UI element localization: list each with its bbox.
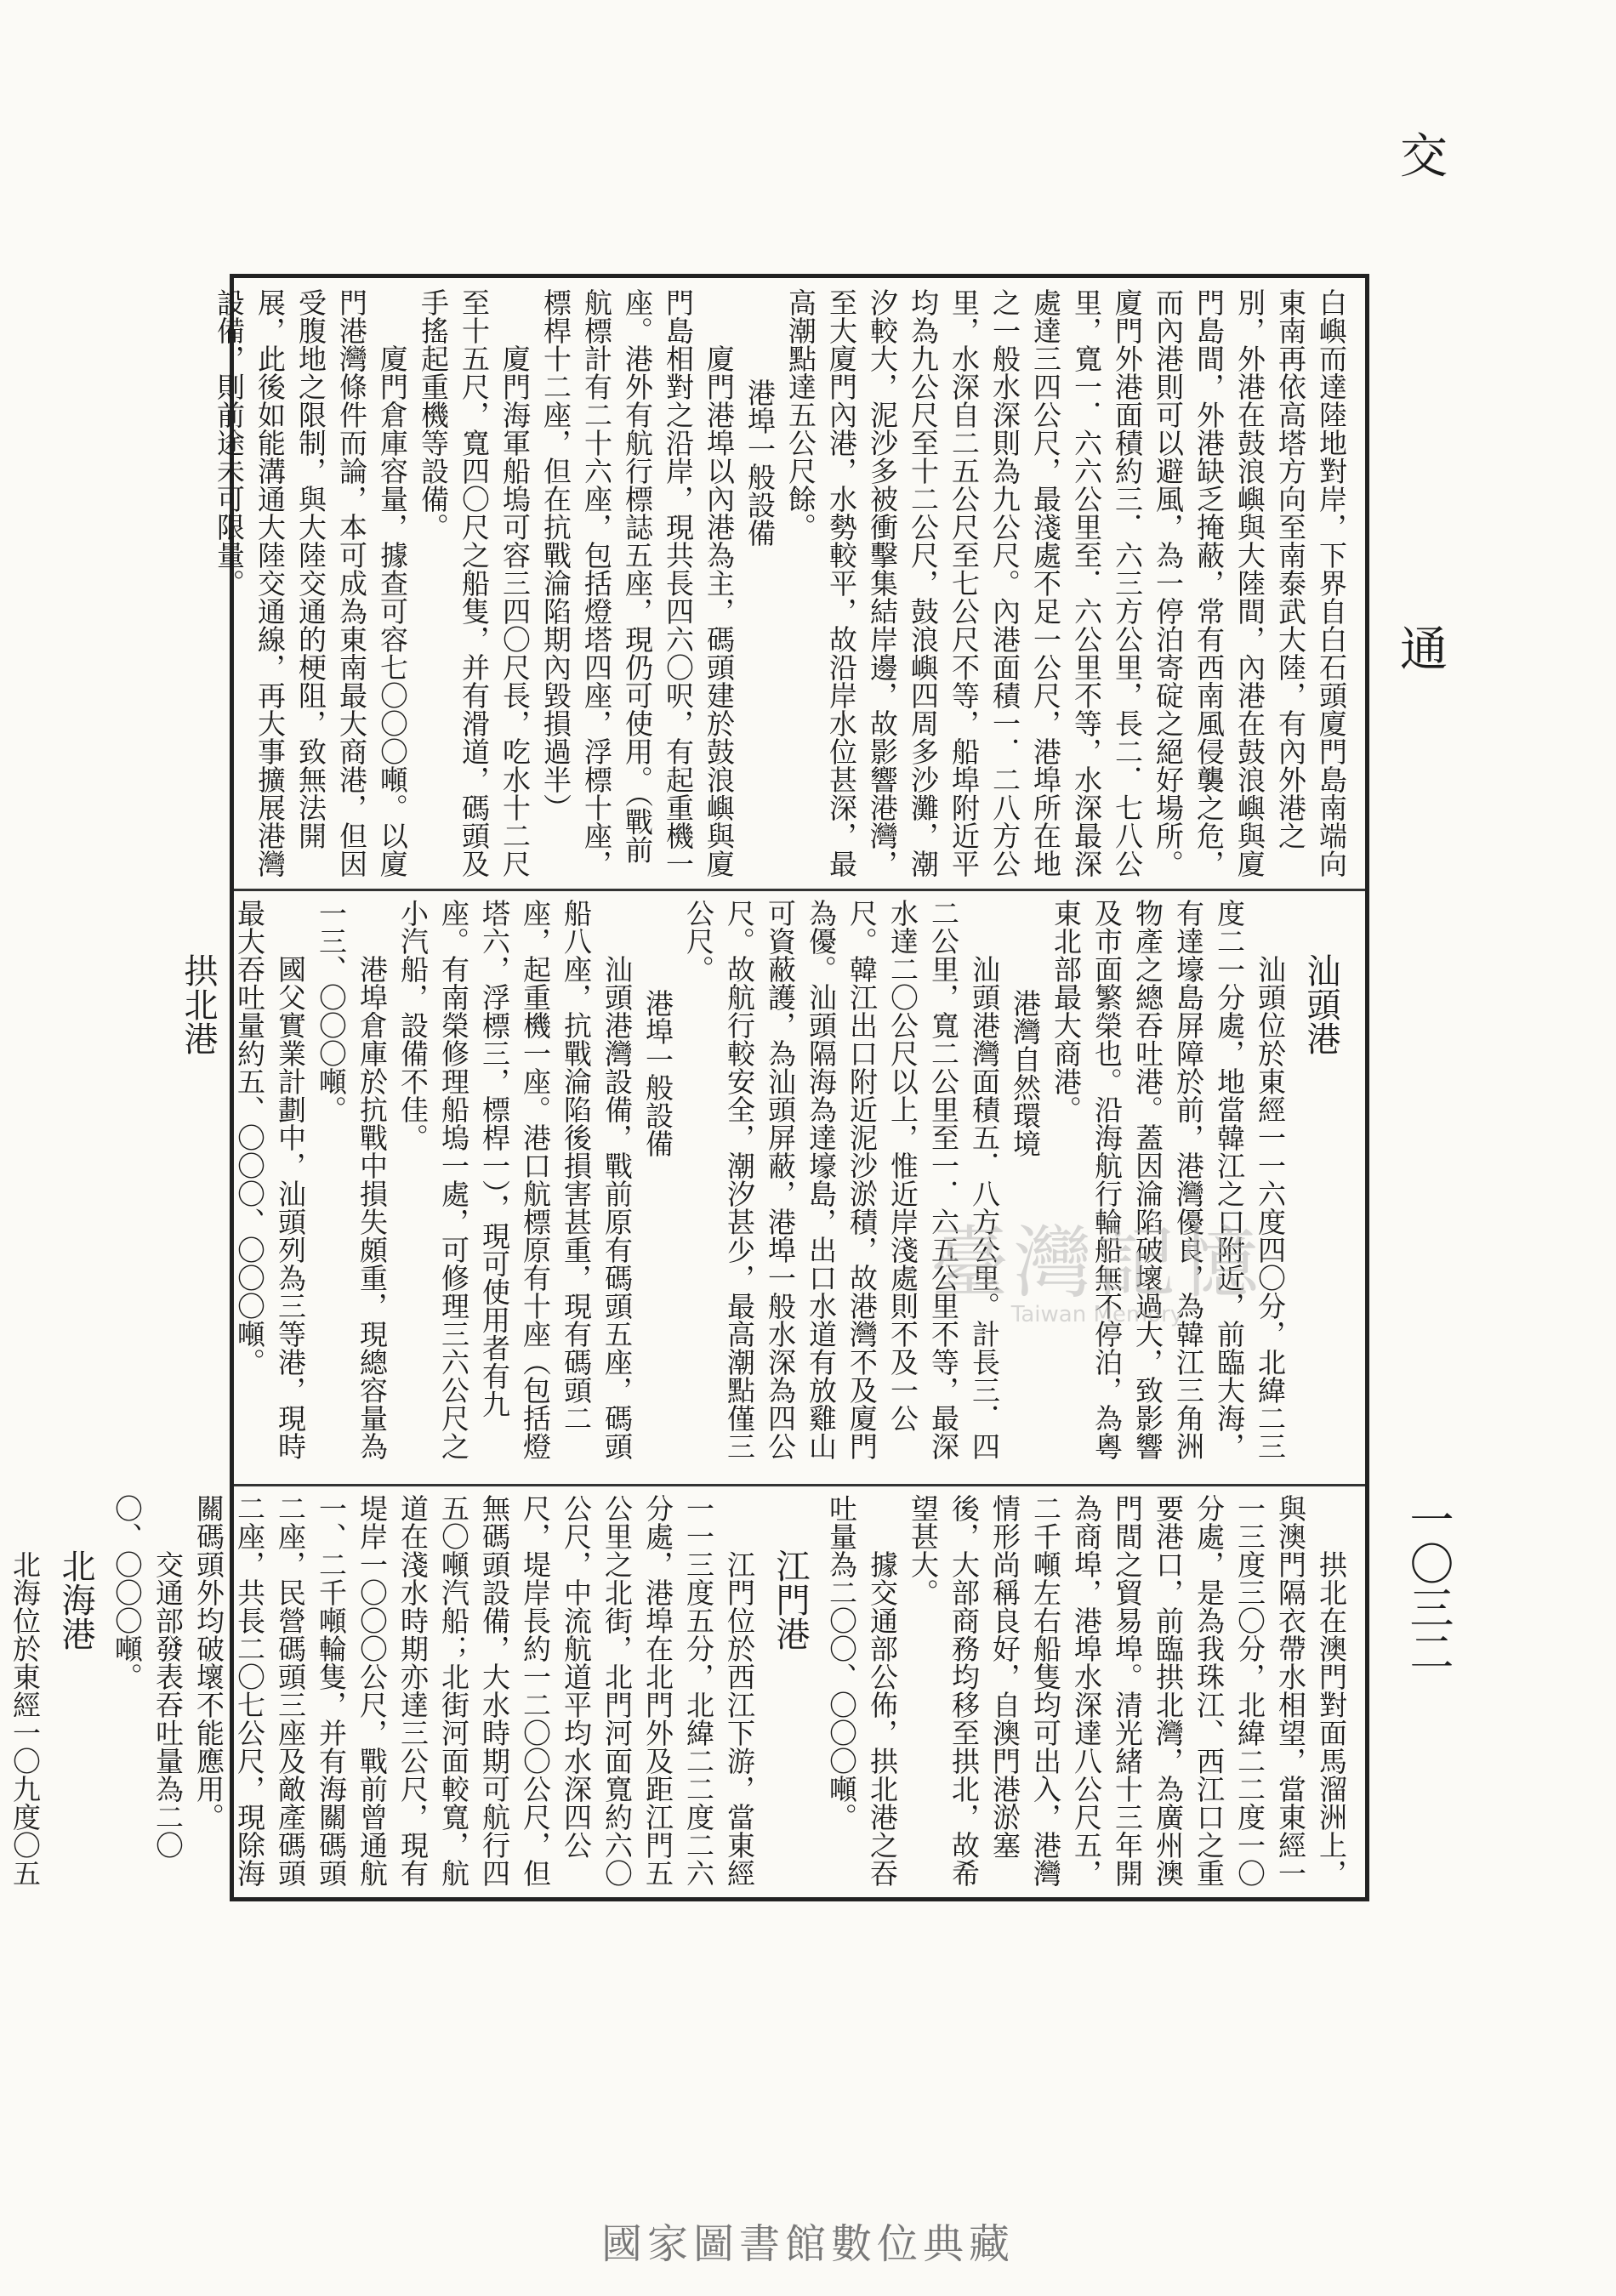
xiamen-environment-text: 白嶼而達陸地對岸，下界自白石頭廈門島南端向東南再依高塔方向至南泰武大陸，有內外港之別，外港在鼓浪嶼與大陸間，內港在鼓浪嶼與廈門島間，外港缺乏掩蔽，常有西南風侵襲之危，而內港則可以避風，為一停泊寄碇之絕好場所。廈門外港面積約三．六三方公里，長二．七八公里，寬一．六六公里至．六公里不等，水深最深處達三四公尺，最淺處不足一公尺，港埠所在地之一般水深則為九公尺。內港面積一．二八方公里，水深自二五公尺至七公尺不等，船埠附近平均為九公尺至十二公尺，鼓浪嶼四周多沙灘，潮汐較大，泥沙多被衝擊集結岸邊，故影響港灣，至大廈門內港，水勢較平，故沿岸水位甚深，最高潮點達五公尺餘。 [784, 288, 1348, 878]
text-frame [9, 274, 1369, 1901]
subheading-xiamen-facilities: 港埠一般設備 [743, 378, 777, 547]
band-2-columns [179, 899, 1351, 1474]
shantou-throughput-text: 國父實業計劃中，汕頭列為三等港，現時最大吞吐量約五、〇〇〇、〇〇〇噸。 [233, 899, 307, 1460]
beihai-text: 北海位於東經一〇九度〇五 [9, 1550, 42, 1887]
band-3-columns [9, 1494, 1351, 1887]
section-heading-gongbei [178, 899, 219, 1474]
running-title-tong: 通 [1400, 622, 1448, 678]
watermark-english: Taiwan Memory [1010, 1302, 1184, 1327]
section-heading-jiangmen [770, 1494, 811, 1887]
gongbei-throughput-text: 據交通部公佈，拱北港之吞吐量為二〇〇、〇〇〇噸。 [825, 1494, 899, 1887]
xiamen-warehouse-text: 廈門倉庫容量，據查可容七〇〇〇噸。以廈門港灣條件而論，本可成為東南最大商港，但因受腹地之限制，與大陸交通的梗阻，致無法開展，此後如能溝通大陸交通線，再大事擴展港灣設備，則前途未可限量。 [213, 288, 409, 878]
jiangmen-text: 江門位於西江下游，當東經一一三度五分，北緯二二度二六分處，港埠在北門外及距江門五公里之北街，北門河面寬約六〇公尺，中流航道平均水深四公尺，堤岸長約一二〇〇公尺，但無碼頭設備，大水時期可航行四五〇噸汽船；北街河面較寬，航道在淺水時期亦達三公尺，現有堤岸一〇〇〇公尺，戰前曾通航一、二千噸輪隻，并有海關碼頭二座，民營碼頭三座及敵產碼頭二座，共長二〇七公尺，現除海關碼頭外均破壞不能應用。 [192, 1494, 756, 1887]
shantou-harbor-text: 汕頭港灣面積五．八方公里。計長三．四二公里，寬二公里至一．六五公里不等，最深水達二〇公尺以上，惟近岸淺處則不及一公尺。韓江出口附近泥沙淤積，故港灣不及廈門為優。汕頭隔海為達壕島，出口水道有放雞山可資蔽護，為汕頭屏蔽，港埠一般水深為四公尺。故航行較安全，潮汐甚少，最高潮點僅三公尺。 [682, 899, 1001, 1460]
watermark-chinese: 臺灣記憶 [930, 1218, 1264, 1309]
shantou-warehouse-text: 港埠倉庫於抗戰中損失頗重，現總容量為一三、〇〇〇噸。 [315, 899, 389, 1460]
library-digital-collection-mark: 國家圖書館數位典藏 [600, 2220, 1015, 2268]
heading-jiangmen-label: 江門港 [771, 1549, 810, 1651]
gongbei-text: 拱北在澳門對面馬溜洲上，與澳門隔衣帶水相望，當東經一一三度三〇分，北緯二二度一〇分處，是為我珠江、西江口之重要港口，前臨拱北灣，為廣州澳門間之貿易埠。清光緒十三年開為商埠，港埠水深達八公尺五，二千噸左右船隻均可出入，港灣情形尚稱良好，自澳門港淤塞後，大部商務均移至拱北，故希望甚大。 [907, 1494, 1348, 1887]
band-gongbei-jiangmen-beihai [9, 1484, 1365, 1897]
shantou-location-text: 汕頭位於東經一一六度四〇分，北緯二三度二一分處，地當韓江之口附近，前臨大海，有達壕島屏障於前，港灣優良，為韓江三角洲物產之總吞吐港。蓋因淪陷破壞過大，致影響及市面繁榮也。沿海航行輪船無不停泊，為粵東北部最大商港。 [1050, 899, 1287, 1460]
section-heading-shantou [1300, 899, 1341, 1474]
subheading-shantou-facilities: 港埠一般設備 [641, 988, 674, 1157]
running-title-jiao: 交 [1400, 129, 1448, 185]
section-heading-beihai [55, 1494, 96, 1887]
jiangmen-throughput-text: 交通部發表吞吐量為二〇〇、〇〇〇噸。 [111, 1494, 185, 1859]
band-1-columns [213, 288, 1351, 878]
band-xiamen [213, 278, 1365, 891]
heading-gongbei-label: 拱北港 [179, 953, 218, 1055]
shantou-facilities-text: 汕頭港灣設備，戰前原有碼頭五座，碼頭船八座，抗戰淪陷後損害甚重，現有碼頭二座，起重機一座。港口航標原有十座（包括燈塔六，浮標三，標桿一），現可使用者有九座。有南榮修理船塢一處，可修理三六公尺之小汽船，設備不佳。 [396, 899, 634, 1460]
subheading-shantou-environment: 港灣自然環境 [1009, 988, 1042, 1157]
heading-shantou-label: 汕頭港 [1301, 953, 1340, 1055]
page-number: 一〇三二 [1402, 1497, 1453, 1674]
xiamen-wharf-text: 廈門港埠以內港為主，碼頭建於鼓浪嶼與廈門島相對之沿岸，現共長四六〇呎，有起重機一座。港外有航行標誌五座，現仍可使用。（戰前航標計有二十六座，包括燈塔四座，浮標十座，標桿十二座，但在抗戰淪陷期內毀損過半） [539, 288, 736, 878]
band-shantou [179, 889, 1365, 1486]
xiamen-dock-text: 廈門海軍船塢可容三四〇尺長，吃水十二尺至十五尺，寬四〇尺之船隻，并有滑道，碼頭及手搖起重機等設備。 [417, 288, 532, 878]
heading-beihai-label: 北海港 [56, 1549, 95, 1651]
